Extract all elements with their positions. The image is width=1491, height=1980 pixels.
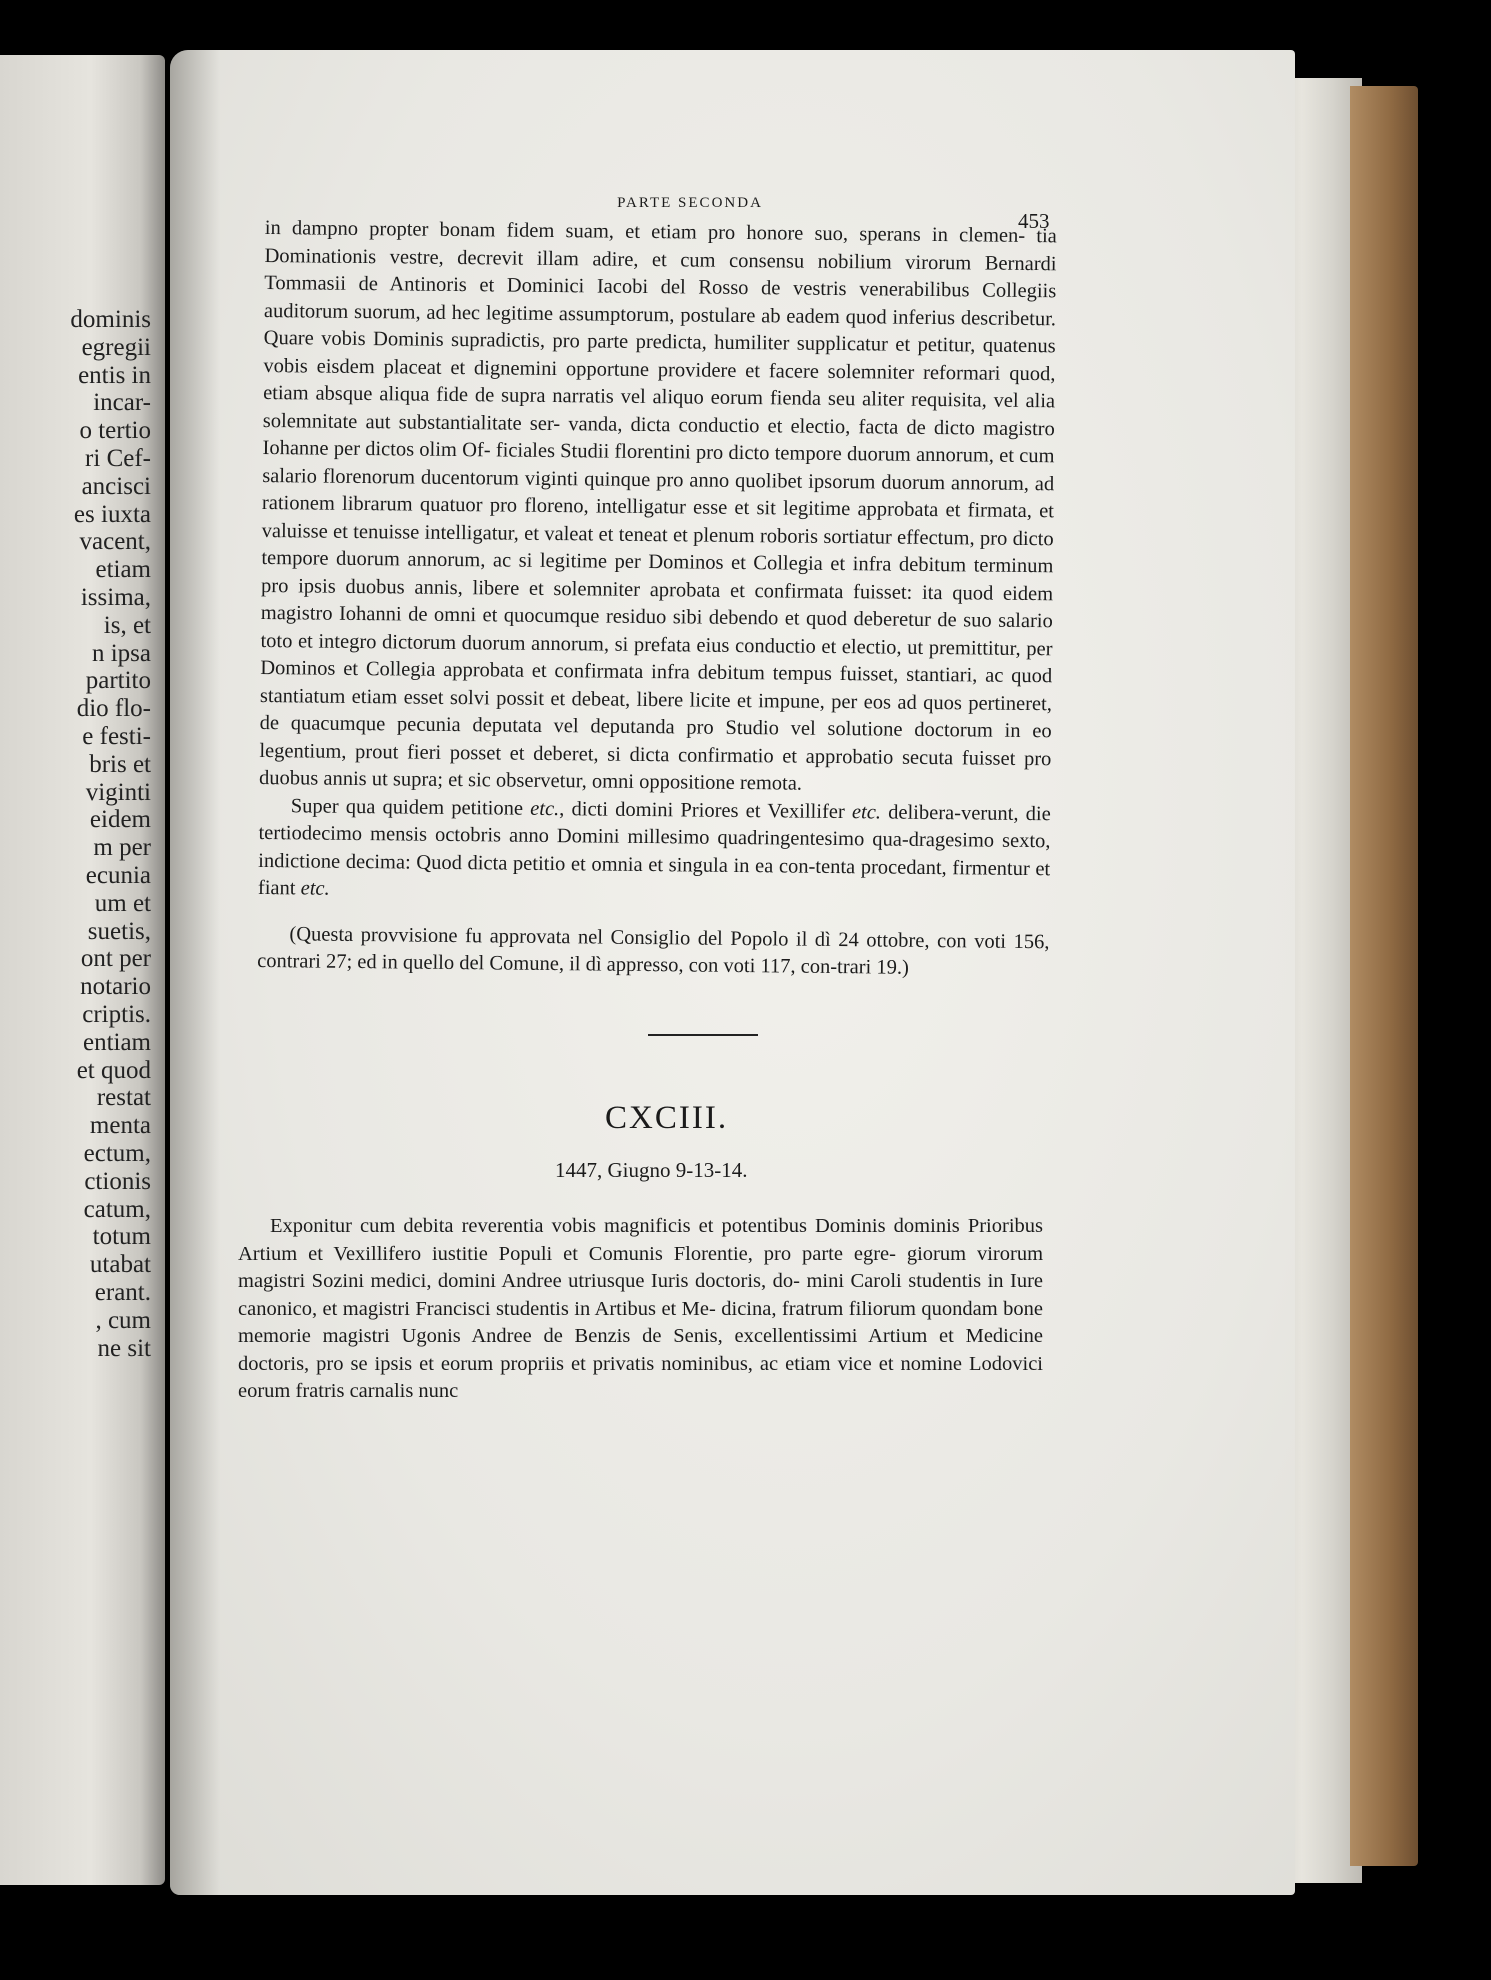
left-page-fragment: catum, [83,1195,151,1223]
text-line: eius conductio et electio, ut premittitur, per Dominos et Collegia approbata et confirmata [260,634,1053,683]
text-line: et facere solemniter reformari quod, etiam absque aliqua fide de supra narratis vel [263,359,1056,408]
left-page-fragment: partito [85,667,151,695]
section-divider [648,1034,758,1036]
text-line: posset et deberet, si dicta confirmatio et approbatio secuta fuisset pro duobus annis ut [258,741,1052,791]
text-line: ducentorum viginti quinque pro anno quolibet ipsorum duorum annorum, ad rationem [261,466,1055,515]
left-page-fragment: suetis, [87,917,151,945]
text-line: supra; et sic observetur, omni oppositione remota. [392,768,803,795]
left-page-fragment: ancisci [81,472,151,500]
body-text [257,215,1057,984]
left-page-fragment: menta [89,1112,151,1140]
book-cover [1350,86,1418,1866]
text-line: Bernardi Tommasii de Antinoris et Dominici Iacobi del Rosso de vestris venerabilibus [264,252,1057,302]
text-line: Senis, excellentissimi Artium et Medicine doctoris, pro se ipsis et eorum propriis et [238,1325,1044,1375]
text-line: et debeat, libere licite et impune, per eos ad quos pertineret, de quacumque pecunia [259,687,1053,737]
resolution-text: delibera-verunt, die tertiodecimo mensis octobris anno Domini millesimo quadringentesimo qua-dragesimo sexto, indictione decima: Quod dicta petitio et omnia et singula in ea con-tenta procedant, firmentur et fiant [257,800,1051,900]
text-line: Exponitur cum debita reverentia vobis magnificis et potentibus Dominis dominis [270,1215,960,1237]
left-page-fragment: o tertio [79,417,151,445]
gutter-shadow [170,50,220,1895]
left-page-fragment: ectum, [83,1140,151,1167]
running-head: PARTE SECONDA [617,195,763,211]
left-page-fragment: entis in [78,361,151,389]
text-line: tia Dominationis vestre, decrevit illam adire, et cum consensu nobilium virorum [264,225,1057,274]
left-page-fragment: m per [93,834,151,862]
left-page-fragment: um et [94,889,151,917]
left-page-fragment: n ipsa [91,639,151,667]
left-page-fragment: viginti [85,778,151,806]
text-line: Collegiis auditorum suorum, ad hec legitime assumptorum, postulare ab eadem quod [263,279,1057,329]
left-page-fragment: is, et [103,611,151,639]
page-number: 453 [1018,209,1050,233]
text-line: inferius describetur. Quare vobis Dominis supradictis, pro parte predicta, humiliter [263,306,1057,355]
left-page-fragment: bris et [89,750,151,778]
left-page-fragment: issima, [80,584,151,611]
left-page-fragment: dominis [70,306,151,333]
left-page-fragment: criptis. [82,1001,151,1028]
text-line: fuisset: ita quod eidem magistro Iohanni de omni et quocumque residuo sibi debendo [260,580,1054,630]
text-line: pro dicto tempore duorum annorum, ac si legitime per Dominos et Collegia et infra [261,527,1054,576]
text-line: mini Caroli studentis in Iure canonico, et magistri Francisci studentis in Artibus et Me- [238,1270,1044,1320]
left-page-fragment: e festi- [82,723,151,750]
left-page-fragment: es iuxta [73,500,151,528]
new-petition [238,1213,1043,1406]
text-line: aliquo eorum fienda seu aliter requisita, vel alia solemnitate aut substantialitate ser- [262,386,1056,435]
text-line: privatis nominibus, ac etiam vice et nomine Lodovici eorum fratris carnalis nunc [238,1352,1043,1402]
resolution-paragraph [258,792,1051,910]
text-line: debitum terminum pro ipsis duobus annis, libere et solemniter aprobata et confirmata [261,553,1054,603]
etc-abbrev: etc. [851,800,882,823]
text-line: supplicatur et petitur, quatenus vobis eisdem placeat et dignemini opportune providere [263,332,1056,382]
left-page-fragment: erant. [94,1279,151,1306]
text-line: Prioribus Artium et Vexillifero iustitie Populi et Comunis Florentie, pro parte egre- [238,1215,1044,1265]
text-line: giorum virorum magistri Sozini medici, domini Andree utriusque Iuris doctoris, do- [238,1242,1044,1292]
left-page-fragment: incar- [93,389,151,417]
resolution-text: , dicti domini Priores et Vexillifer [559,797,853,823]
text-line: in dampno propter bonam fidem suam, et etiam pro honore suo, sperans in clemen- [264,216,1026,247]
resolution-text: Super qua quidem petitione [290,794,531,820]
left-page-fragment: eidem [89,806,151,834]
text-line: librarum quatuor pro floreno, intelligatur esse et sit legitime approbata et firmata, et [341,492,1055,523]
left-page-fragment: ri Cef- [85,445,151,472]
approval-note: (Questa provvisione fu approvata nel Consiglio del Popolo il dì 24 ottobre, con voti 156, contrari 27; ed in quello del Comune, il dì appresso, con voti 117, con-trari 19.) [257,922,1050,979]
left-page-fragment: notario [80,973,151,1001]
left-page-fragment: egregii [81,333,151,361]
left-page-fragment: utabat [89,1251,151,1279]
left-page-fragment: ctionis [84,1167,151,1195]
left-page-fragment: entiam [82,1028,151,1056]
left-page-fragment: dio flo- [76,695,151,723]
left-page-fragment: et quod [76,1056,151,1084]
etc-abbrev: etc. [530,797,560,820]
text-line: infra debitum tempus fuisset, stantiari, ac quod stantiatum etiam esset solvi possit [259,661,1053,710]
left-page [0,55,165,1885]
text-line: ficiales Studii florentini pro dicto tempore duorum annorum, et cum salario florenorum [262,439,1055,489]
left-page-fragment: vacent, [79,528,151,556]
left-page-fragment: ont per [80,945,151,973]
document-number: CXCIII. [605,1100,729,1136]
petition-continuation [259,215,1057,801]
left-page-fragment: ecunia [85,862,151,889]
text-line: dicina, fratrum filiorum quondam bone memorie magistri Ugonis Andree de Benzis de [238,1297,1043,1347]
left-page-fragment: etiam [95,556,151,584]
document-date: 1447, Giugno 9-13-14. [555,1158,748,1182]
left-page-fragment: , cum [95,1306,151,1334]
text-line: vanda, dicta conductio et electio, facta de dicto magistro Iohanne per dictos olim Of- [262,412,1055,462]
text-line: et quod deberetur de suo salario toto et integro dictorum duorum annorum, si prefata [260,607,1053,656]
text-line: valuisse et tenuisse intelligatur, et valeat et teneat et plenum roboris sortiatur effectum, [261,519,975,549]
body-text-2 [238,1213,1043,1406]
etc-abbrev: etc. [300,877,330,900]
left-page-fragment: restat [96,1084,151,1112]
left-page-fragment: totum [92,1223,151,1251]
left-page-fragment: ne sit [97,1334,151,1362]
text-line: deputata vel deputanda pro Studio vel solutione doctorum in eo legentium, prout fieri [259,714,1052,764]
